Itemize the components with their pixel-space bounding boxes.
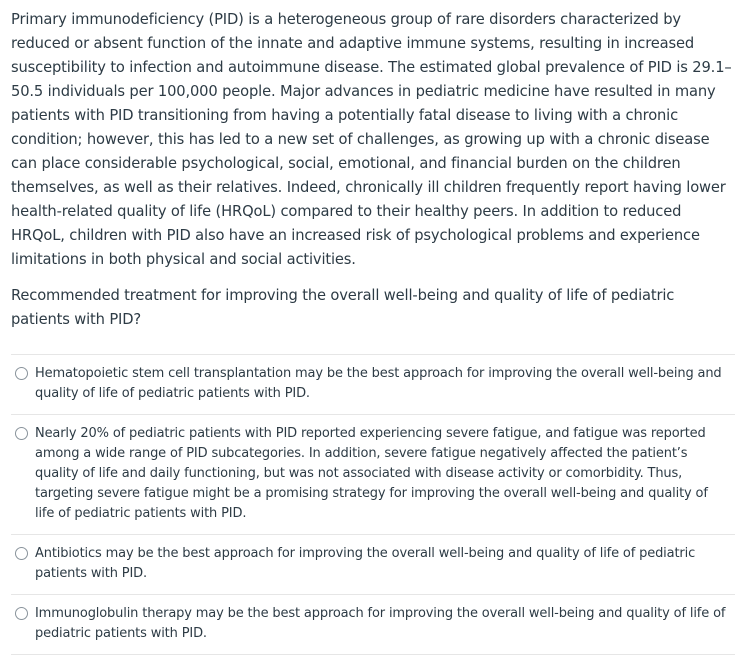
answer-option-4[interactable] [11, 595, 735, 655]
radio-button-icon[interactable] [15, 427, 28, 440]
answer-option-2[interactable] [11, 415, 735, 535]
question-prompt: Recommended treatment for improving the overall well-being and quality of life of pediatric patients with PID? [11, 287, 675, 328]
radio-button-icon[interactable] [15, 367, 28, 380]
answer-option-label: Hematopoietic stem cell transplantation may be the best approach for improving the overall well-being and quality of life of pediatric patients with PID. [35, 366, 722, 401]
question-passage: Primary immunodeficiency (PID) is a heterogeneous group of rare disorders characterized by reduced or absent function of the innate and adaptive immune systems, resulting in increased susceptibility to infection and autoimmune disease. The estimated global prevalence of PID is 29.1–50.5 individuals per 100,000 people. Major advances in pediatric medicine have resulted in many patients with PID transitioning from having a potentially fatal disease to living with a chronic condition; however, this has led to a new set of challenges, as growing up with a chronic disease can place considerable psychological, social, emotional, and financial burden on the children themselves, as well as their relatives. Indeed, chronically ill children frequently report having lower health-related quality of life (HRQoL) compared to their healthy peers. In addition to reduced HRQoL, children with PID also have an increased risk of psychological problems and experience limitations in both physical and social activities. [11, 11, 732, 268]
radio-button-icon[interactable] [15, 607, 28, 620]
answer-option-label: Nearly 20% of pediatric patients with PID reported experiencing severe fatigue, and fatigue was reported among a wide range of PID subcategories. In addition, severe fatigue negatively affected the patient’s quality of life and daily functioning, but was not associated with disease activity or comorbidity. Thus, targeting severe fatigue might be a promising strategy for improving the overall well-being and quality of life of pediatric patients with PID. [35, 426, 708, 521]
answer-option-label: Immunoglobulin therapy may be the best approach for improving the overall well-being and quality of life of pediatric patients with PID. [35, 606, 726, 641]
answer-option-3[interactable] [11, 535, 735, 595]
radio-button-icon[interactable] [15, 547, 28, 560]
answer-list [11, 354, 735, 655]
answer-option-label: Antibiotics may be the best approach for improving the overall well-being and quality of life of pediatric patients with PID. [35, 546, 696, 581]
answer-option-1[interactable] [11, 355, 735, 415]
